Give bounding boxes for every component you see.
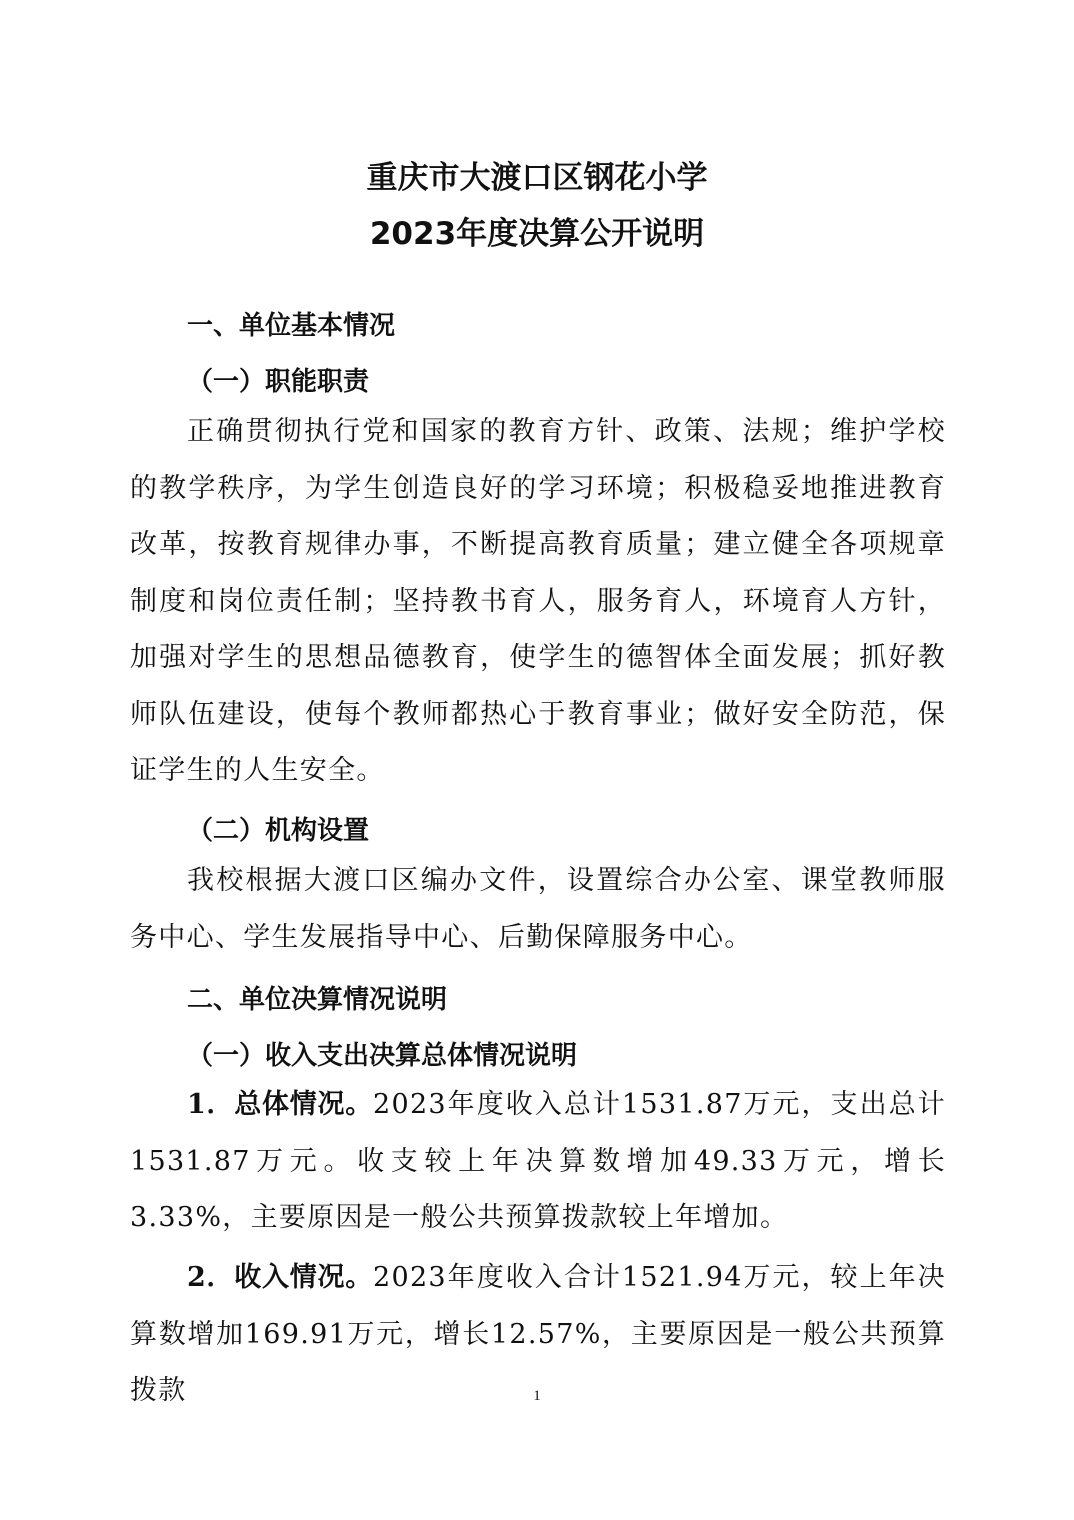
item2-lead: 2．收入情况。 xyxy=(187,1262,373,1293)
item1-paragraph xyxy=(130,1077,946,1247)
section1-heading: 一、单位基本情况 xyxy=(187,311,396,341)
section1-sub1-paragraph: 正确贯彻执行党和国家的教育方针、政策、法规；维护学校的教学秩序，为学生创造良好的学习环境；积极稳妥地推进教育改革，按教育规律办事，不断提高教育质量；建立健全各项规章制度和岗位责任制；坚持教书育人，服务育人，环境育人方针，加强对学生的思想品德教育，使学生的德智体全面发展；抓好教师队伍建设，使每个教师都热心于教育事业；做好安全防范，保证学生的人生安全。 xyxy=(130,416,946,786)
item2-text: 2023年度收入合计1521.94万元，较上年决算数增加169.91万元，增长12.57%，主要原因是一般公共预算拨款 xyxy=(130,1262,946,1406)
item1-text: 2023年度收入总计1531.87万元，支出总计1531.87万元。收支较上年决算数增加49.33万元，增长3.33%，主要原因是一般公共预算拨款较上年增加。 xyxy=(130,1089,946,1233)
item1-lead: 1．总体情况。 xyxy=(187,1089,373,1120)
document-title-line2: 2023年度决算公开说明 xyxy=(369,216,705,252)
section1-sub2-paragraph: 我校根据大渡口区编办文件，设置综合办公室、课堂教师服务中心、学生发展指导中心、后勤保障服务中心。 xyxy=(130,865,946,953)
page-number: 1 xyxy=(533,1388,541,1404)
section1-sub2-heading: （二）机构设置 xyxy=(187,816,370,846)
document-title-line1: 重庆市大渡口区钢花小学 xyxy=(366,160,708,196)
section2-sub1-heading: （一）收入支出决算总体情况说明 xyxy=(187,1041,578,1071)
section2-heading: 二、单位决算情况说明 xyxy=(187,985,448,1015)
section1-sub1-heading: （一）职能职责 xyxy=(187,367,370,397)
